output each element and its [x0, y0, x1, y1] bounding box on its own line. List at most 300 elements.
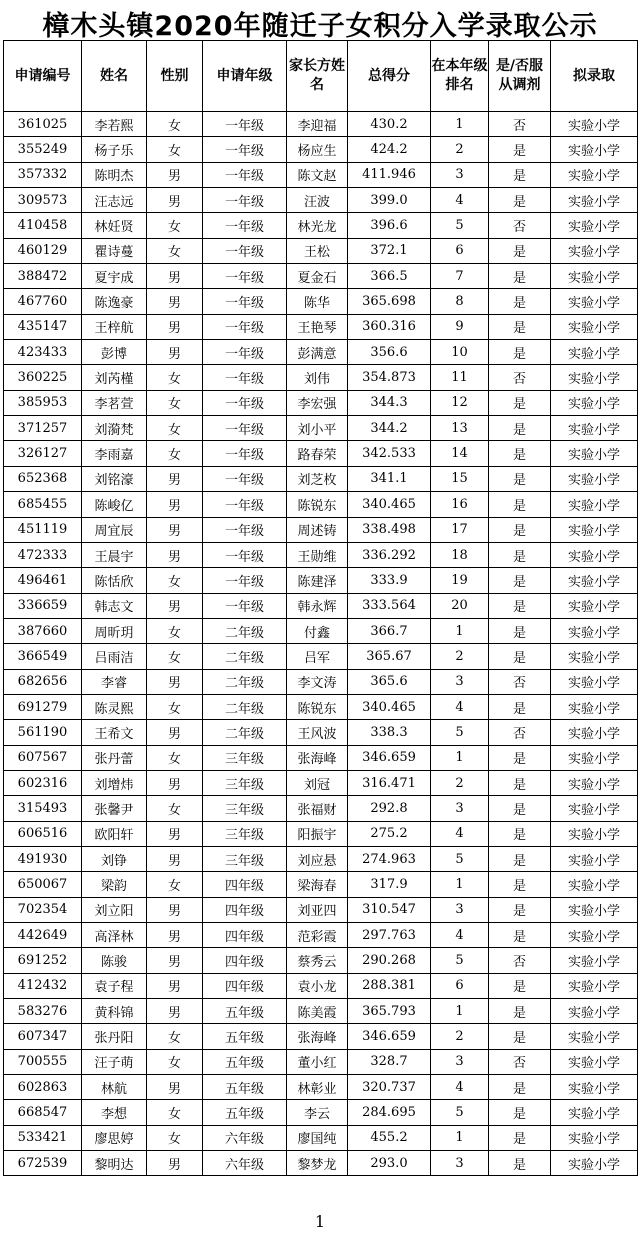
table-cell: 陈锐东: [287, 694, 348, 719]
table-cell: 实验小学: [551, 289, 638, 314]
table-cell: 691252: [4, 948, 82, 973]
table-cell: 实验小学: [551, 618, 638, 643]
table-row: [4, 1075, 638, 1100]
table-cell: 男: [147, 897, 203, 922]
table-cell: 陈灵熙: [82, 694, 147, 719]
table-cell: 三年级: [203, 796, 287, 821]
table-cell: 399.0: [348, 188, 431, 213]
table-cell: 4: [431, 1075, 489, 1100]
table-cell: 四年级: [203, 897, 287, 922]
table-cell: 陈恬欣: [82, 568, 147, 593]
table-row: [4, 897, 638, 922]
table-cell: 一年级: [203, 213, 287, 238]
table-cell: 实验小学: [551, 492, 638, 517]
table-row: [4, 770, 638, 795]
table-cell: 李茗萱: [82, 390, 147, 415]
table-cell: 男: [147, 821, 203, 846]
table-cell: 5: [431, 1100, 489, 1125]
table-cell: 男: [147, 162, 203, 187]
table-cell: 372.1: [348, 238, 431, 263]
table-cell: 二年级: [203, 618, 287, 643]
table-cell: 是: [489, 897, 551, 922]
header-cell: 拟录取: [551, 41, 638, 112]
table-cell: 男: [147, 1151, 203, 1176]
table-row: [4, 720, 638, 745]
table-row: [4, 694, 638, 719]
header-cell: 性别: [147, 41, 203, 112]
table-cell: 女: [147, 365, 203, 390]
table-cell: 黄科锦: [82, 999, 147, 1024]
table-cell: 李想: [82, 1100, 147, 1125]
table-row: [4, 340, 638, 365]
table-cell: 326127: [4, 441, 82, 466]
table-cell: 实验小学: [551, 1075, 638, 1100]
table-row: [4, 264, 638, 289]
table-cell: 女: [147, 441, 203, 466]
table-cell: 533421: [4, 1125, 82, 1150]
table-cell: 杨子乐: [82, 137, 147, 162]
table-cell: 一年级: [203, 390, 287, 415]
table-cell: 602863: [4, 1075, 82, 1100]
table-cell: 是: [489, 770, 551, 795]
header-cell: 申请年级: [203, 41, 287, 112]
table-cell: 344.3: [348, 390, 431, 415]
table-cell: 371257: [4, 416, 82, 441]
table-cell: 刘芝枚: [287, 466, 348, 491]
table-cell: 1: [431, 618, 489, 643]
table-cell: 1: [431, 112, 489, 137]
table-cell: 瞿诗蔓: [82, 238, 147, 263]
table-cell: 是: [489, 846, 551, 871]
table-row: [4, 644, 638, 669]
table-row: [4, 1125, 638, 1150]
table-cell: 女: [147, 644, 203, 669]
table-cell: 梁韵: [82, 872, 147, 897]
table-cell: 否: [489, 948, 551, 973]
table-cell: 刘伟: [287, 365, 348, 390]
table-cell: 是: [489, 644, 551, 669]
table-cell: 是: [489, 618, 551, 643]
table-cell: 男: [147, 492, 203, 517]
table-cell: 是: [489, 568, 551, 593]
table-cell: 二年级: [203, 720, 287, 745]
table-cell: 1: [431, 745, 489, 770]
table-row: [4, 923, 638, 948]
table-cell: 阳振宇: [287, 821, 348, 846]
table-cell: 356.6: [348, 340, 431, 365]
table-cell: 陈骏: [82, 948, 147, 973]
table-cell: 672539: [4, 1151, 82, 1176]
table-row: [4, 1024, 638, 1049]
table-cell: 6: [431, 238, 489, 263]
table-cell: 实验小学: [551, 390, 638, 415]
table-cell: 346.659: [348, 1024, 431, 1049]
table-cell: 是: [489, 188, 551, 213]
table-cell: 15: [431, 466, 489, 491]
table-row: [4, 745, 638, 770]
table-cell: 否: [489, 365, 551, 390]
table-cell: 16: [431, 492, 489, 517]
table-cell: 一年级: [203, 441, 287, 466]
table-cell: 4: [431, 923, 489, 948]
table-cell: 李文涛: [287, 669, 348, 694]
table-row: [4, 1100, 638, 1125]
table-cell: 三年级: [203, 770, 287, 795]
table-row: [4, 517, 638, 542]
table-cell: 六年级: [203, 1151, 287, 1176]
table-cell: 是: [489, 137, 551, 162]
table-cell: 李云: [287, 1100, 348, 1125]
table-cell: 男: [147, 188, 203, 213]
table-cell: 实验小学: [551, 1100, 638, 1125]
table-cell: 张海峰: [287, 745, 348, 770]
header-cell: 申请编号: [4, 41, 82, 112]
table-cell: 陈建泽: [287, 568, 348, 593]
table-cell: 2: [431, 137, 489, 162]
table-cell: 一年级: [203, 314, 287, 339]
table-cell: 315493: [4, 796, 82, 821]
table-cell: 一年级: [203, 416, 287, 441]
table-row: [4, 162, 638, 187]
table-cell: 340.465: [348, 492, 431, 517]
table-cell: 实验小学: [551, 669, 638, 694]
table-cell: 是: [489, 264, 551, 289]
table-cell: 男: [147, 948, 203, 973]
table-cell: 五年级: [203, 999, 287, 1024]
table-row: [4, 1049, 638, 1074]
table-cell: 刘小平: [287, 416, 348, 441]
table-cell: 652368: [4, 466, 82, 491]
table-cell: 是: [489, 441, 551, 466]
table-cell: 一年级: [203, 162, 287, 187]
table-cell: 陈明杰: [82, 162, 147, 187]
table-cell: 陈逸豪: [82, 289, 147, 314]
table-cell: 实验小学: [551, 796, 638, 821]
table-cell: 男: [147, 669, 203, 694]
table-cell: 男: [147, 466, 203, 491]
table-cell: 路春荣: [287, 441, 348, 466]
table-cell: 王梓航: [82, 314, 147, 339]
table-cell: 412432: [4, 973, 82, 998]
header-row: [4, 41, 638, 112]
table-cell: 刘增炜: [82, 770, 147, 795]
table-cell: 实验小学: [551, 923, 638, 948]
table-cell: 是: [489, 1151, 551, 1176]
table-cell: 2: [431, 644, 489, 669]
table-cell: 435147: [4, 314, 82, 339]
table-cell: 女: [147, 1100, 203, 1125]
table-cell: 5: [431, 720, 489, 745]
table-row: [4, 112, 638, 137]
table-cell: 411.946: [348, 162, 431, 187]
table-row: [4, 188, 638, 213]
table-cell: 实验小学: [551, 644, 638, 669]
table-cell: 607347: [4, 1024, 82, 1049]
table-cell: 六年级: [203, 1125, 287, 1150]
table-cell: 336659: [4, 593, 82, 618]
table-cell: 5: [431, 213, 489, 238]
table-row: [4, 137, 638, 162]
table-cell: 实验小学: [551, 340, 638, 365]
table-cell: 实验小学: [551, 213, 638, 238]
table-cell: 561190: [4, 720, 82, 745]
table-cell: 实验小学: [551, 517, 638, 542]
table-cell: 一年级: [203, 542, 287, 567]
table-cell: 309573: [4, 188, 82, 213]
table-cell: 张馨尹: [82, 796, 147, 821]
table-cell: 四年级: [203, 923, 287, 948]
header-cell: 姓名: [82, 41, 147, 112]
table-cell: 实验小学: [551, 1125, 638, 1150]
table-cell: 夏金石: [287, 264, 348, 289]
table-cell: 1: [431, 872, 489, 897]
table-cell: 实验小学: [551, 872, 638, 897]
table-cell: 338.3: [348, 720, 431, 745]
table-cell: 18: [431, 542, 489, 567]
table-cell: 五年级: [203, 1024, 287, 1049]
table-cell: 4: [431, 694, 489, 719]
table-cell: 李宏强: [287, 390, 348, 415]
table-cell: 刘铮: [82, 846, 147, 871]
table-row: [4, 796, 638, 821]
table-body: [4, 112, 638, 1176]
table-cell: 男: [147, 770, 203, 795]
table-cell: 是: [489, 973, 551, 998]
table-cell: 男: [147, 517, 203, 542]
table-cell: 刘铭濠: [82, 466, 147, 491]
table-row: [4, 492, 638, 517]
table-cell: 是: [489, 1125, 551, 1150]
table-cell: 董小红: [287, 1049, 348, 1074]
table-row: [4, 618, 638, 643]
table-row: [4, 948, 638, 973]
table-cell: 女: [147, 568, 203, 593]
table-cell: 一年级: [203, 593, 287, 618]
table-cell: 是: [489, 314, 551, 339]
table-cell: 是: [489, 238, 551, 263]
table-cell: 张丹蕾: [82, 745, 147, 770]
table-cell: 是: [489, 1075, 551, 1100]
table-cell: 刘芮槿: [82, 365, 147, 390]
table-cell: 男: [147, 340, 203, 365]
table-cell: 360225: [4, 365, 82, 390]
table-cell: 女: [147, 137, 203, 162]
table-cell: 否: [489, 720, 551, 745]
table-cell: 林妊贤: [82, 213, 147, 238]
table-cell: 蔡秀云: [287, 948, 348, 973]
table-cell: 342.533: [348, 441, 431, 466]
table-cell: 女: [147, 213, 203, 238]
table-cell: 实验小学: [551, 973, 638, 998]
table-row: [4, 973, 638, 998]
table-cell: 361025: [4, 112, 82, 137]
table-cell: 336.292: [348, 542, 431, 567]
table-cell: 2: [431, 770, 489, 795]
table-row: [4, 542, 638, 567]
table-cell: 是: [489, 694, 551, 719]
table-cell: 3: [431, 796, 489, 821]
table-cell: 346.659: [348, 745, 431, 770]
table-cell: 602316: [4, 770, 82, 795]
table-cell: 汪志远: [82, 188, 147, 213]
table-cell: 396.6: [348, 213, 431, 238]
table-cell: 366.7: [348, 618, 431, 643]
table-cell: 310.547: [348, 897, 431, 922]
table-cell: 男: [147, 289, 203, 314]
table-cell: 3: [431, 162, 489, 187]
table-cell: 365.793: [348, 999, 431, 1024]
page-title: 樟木头镇2020年随迁子女积分入学录取公示: [42, 11, 598, 42]
table-row: [4, 289, 638, 314]
table-cell: 13: [431, 416, 489, 441]
table-cell: 四年级: [203, 872, 287, 897]
table-cell: 李若熙: [82, 112, 147, 137]
table-cell: 实验小学: [551, 897, 638, 922]
table-cell: 陈美霞: [287, 999, 348, 1024]
table-cell: 刘亚四: [287, 897, 348, 922]
table-row: [4, 416, 638, 441]
table-cell: 女: [147, 390, 203, 415]
table-row: [4, 1151, 638, 1176]
table-cell: 388472: [4, 264, 82, 289]
table-cell: 一年级: [203, 137, 287, 162]
table-row: [4, 872, 638, 897]
table-cell: 424.2: [348, 137, 431, 162]
table-cell: 实验小学: [551, 568, 638, 593]
table-row: [4, 213, 638, 238]
table-cell: 3: [431, 897, 489, 922]
table-cell: 实验小学: [551, 365, 638, 390]
table-cell: 二年级: [203, 694, 287, 719]
table-cell: 385953: [4, 390, 82, 415]
table-cell: 欧阳轩: [82, 821, 147, 846]
table-cell: 20: [431, 593, 489, 618]
header-cell: 是/否服从调剂: [489, 41, 551, 112]
table-cell: 11: [431, 365, 489, 390]
table-cell: 1: [431, 999, 489, 1024]
table-cell: 365.6: [348, 669, 431, 694]
table-cell: 一年级: [203, 340, 287, 365]
table-cell: 685455: [4, 492, 82, 517]
table-cell: 682656: [4, 669, 82, 694]
table-cell: 是: [489, 390, 551, 415]
table-cell: 汪波: [287, 188, 348, 213]
table-cell: 周昕玥: [82, 618, 147, 643]
table-row: [4, 821, 638, 846]
table-row: [4, 593, 638, 618]
table-cell: 实验小学: [551, 542, 638, 567]
table-cell: 杨应生: [287, 137, 348, 162]
table-row: [4, 238, 638, 263]
table-cell: 2: [431, 1024, 489, 1049]
table-cell: 328.7: [348, 1049, 431, 1074]
table-cell: 一年级: [203, 112, 287, 137]
table-cell: 三年级: [203, 745, 287, 770]
table-cell: 338.498: [348, 517, 431, 542]
table-cell: 是: [489, 340, 551, 365]
table-cell: 430.2: [348, 112, 431, 137]
table-cell: 355249: [4, 137, 82, 162]
table-cell: 实验小学: [551, 770, 638, 795]
table-cell: 606516: [4, 821, 82, 846]
table-cell: 二年级: [203, 644, 287, 669]
table-cell: 491930: [4, 846, 82, 871]
table-cell: 一年级: [203, 466, 287, 491]
table-cell: 周述铸: [287, 517, 348, 542]
table-cell: 460129: [4, 238, 82, 263]
table-cell: 周宜辰: [82, 517, 147, 542]
table-cell: 5: [431, 948, 489, 973]
table-cell: 李睿: [82, 669, 147, 694]
table-cell: 410458: [4, 213, 82, 238]
table-cell: 354.873: [348, 365, 431, 390]
table-cell: 否: [489, 213, 551, 238]
table-cell: 316.471: [348, 770, 431, 795]
table-cell: 张丹阳: [82, 1024, 147, 1049]
table-cell: 三年级: [203, 846, 287, 871]
table-cell: 高泽林: [82, 923, 147, 948]
table-cell: 是: [489, 1024, 551, 1049]
table-cell: 是: [489, 416, 551, 441]
table-cell: 黎明达: [82, 1151, 147, 1176]
table-cell: 否: [489, 669, 551, 694]
table-cell: 320.737: [348, 1075, 431, 1100]
table-cell: 702354: [4, 897, 82, 922]
table-cell: 四年级: [203, 973, 287, 998]
table-cell: 李雨嘉: [82, 441, 147, 466]
table-cell: 是: [489, 1100, 551, 1125]
table-cell: 10: [431, 340, 489, 365]
table-cell: 夏宇成: [82, 264, 147, 289]
table-cell: 12: [431, 390, 489, 415]
table-cell: 357332: [4, 162, 82, 187]
table-cell: 女: [147, 796, 203, 821]
table-cell: 17: [431, 517, 489, 542]
table-cell: 317.9: [348, 872, 431, 897]
table-row: [4, 314, 638, 339]
table-cell: 实验小学: [551, 948, 638, 973]
table-cell: 4: [431, 821, 489, 846]
table-cell: 297.763: [348, 923, 431, 948]
table-cell: 王松: [287, 238, 348, 263]
table-cell: 陈锐东: [287, 492, 348, 517]
table-cell: 否: [489, 1049, 551, 1074]
table-cell: 442649: [4, 923, 82, 948]
table-cell: 6: [431, 973, 489, 998]
table-cell: 274.963: [348, 846, 431, 871]
table-cell: 293.0: [348, 1151, 431, 1176]
table-cell: 5: [431, 846, 489, 871]
table-cell: 男: [147, 314, 203, 339]
table-cell: 实验小学: [551, 1151, 638, 1176]
table-cell: 423433: [4, 340, 82, 365]
table-cell: 男: [147, 264, 203, 289]
table-cell: 二年级: [203, 669, 287, 694]
table-row: [4, 390, 638, 415]
table-cell: 实验小学: [551, 999, 638, 1024]
table-cell: 一年级: [203, 188, 287, 213]
table-cell: 男: [147, 973, 203, 998]
table-cell: 472333: [4, 542, 82, 567]
table-cell: 是: [489, 821, 551, 846]
table-cell: 实验小学: [551, 238, 638, 263]
header-cell: 在本年级排名: [431, 41, 489, 112]
table-cell: 男: [147, 999, 203, 1024]
table-cell: 刘应悬: [287, 846, 348, 871]
table-cell: 彭满意: [287, 340, 348, 365]
table-cell: 女: [147, 112, 203, 137]
table-cell: 女: [147, 694, 203, 719]
